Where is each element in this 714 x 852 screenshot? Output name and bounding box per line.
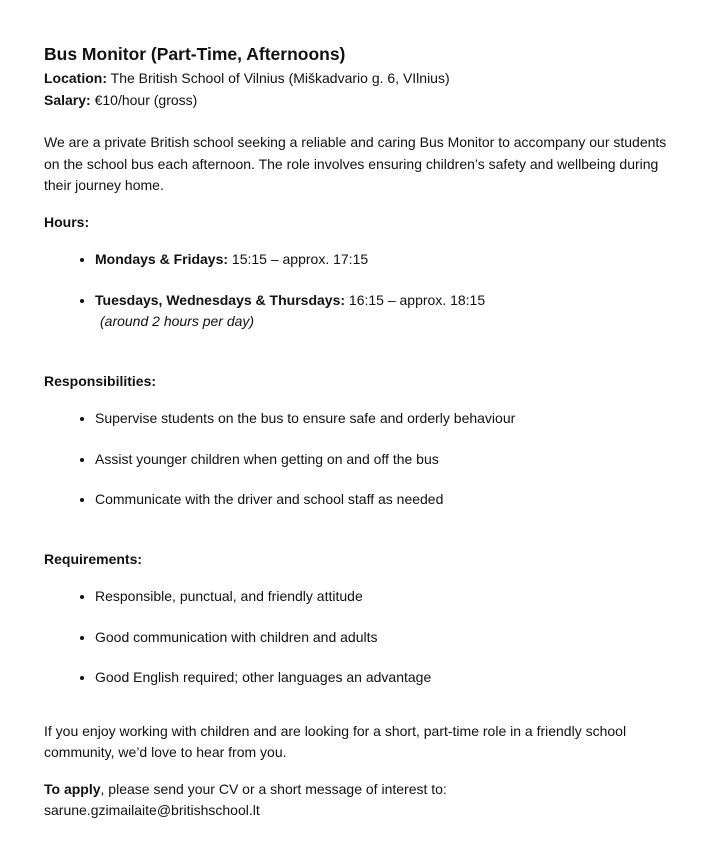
hours-heading: Hours: [44,213,90,230]
location-value: The British School of Vilnius (Miškadvario g. 6, VIlnius) [107,70,450,86]
list-item [95,627,655,649]
requirements-list [44,586,670,689]
apply-paragraph [44,779,670,822]
list-item [95,586,655,608]
hours-item-days: Tuesdays, Wednesdays & Thursdays: [95,291,346,308]
requirements-heading: Requirements: [44,550,143,567]
responsibility-text: Supervise students on the bus to ensure safe and orderly behaviour [95,410,516,426]
salary-label: Salary: [44,91,91,108]
list-item [95,489,655,511]
intro-paragraph: We are a private British school seeking a reliable and caring Bus Monitor to accompany our students on the school bus each afternoon. The role involves ensuring children’s safety and wellbeing during their journey home. [44,134,667,193]
list-item [95,449,655,471]
list-item [95,249,655,271]
hours-item-days: Mondays & Fridays: [95,251,229,267]
hours-item-time: 15:15 – approx. 17:15 [228,251,369,267]
list-item [95,290,655,333]
requirement-text: Good English required; other languages an advantage [95,669,432,685]
responsibility-text: Communicate with the driver and school staff as needed [95,491,444,507]
requirement-text: Responsible, punctual, and friendly attitude [95,588,363,604]
closing-paragraph: If you enjoy working with children and are looking for a short, part-time role in a friendly school community, we’d love to hear from you. [44,722,627,760]
responsibility-text: Assist younger children when getting on and off the bus [95,450,439,467]
apply-instructions: , please send your CV or a short message of interest to: [100,780,447,797]
apply-label: To apply [44,780,101,797]
requirement-text: Good communication with children and adults [95,628,378,645]
location-line [44,68,670,90]
page-title: Bus Monitor (Part-Time, Afternoons) [44,44,346,64]
list-item [95,408,655,430]
responsibilities-list [44,408,670,511]
hours-list [44,249,670,333]
location-label: Location: [44,70,107,86]
responsibilities-heading: Responsibilities: [44,372,157,389]
salary-line [44,90,670,112]
hours-item-note: (around 2 hours per day) [100,313,255,329]
contact-email: sarune.gzimailaite@britishschool.lt [44,802,260,818]
list-item [95,667,655,689]
salary-value: €10/hour (gross) [90,91,198,108]
hours-item-time: 16:15 – approx. 18:15 [345,291,486,308]
